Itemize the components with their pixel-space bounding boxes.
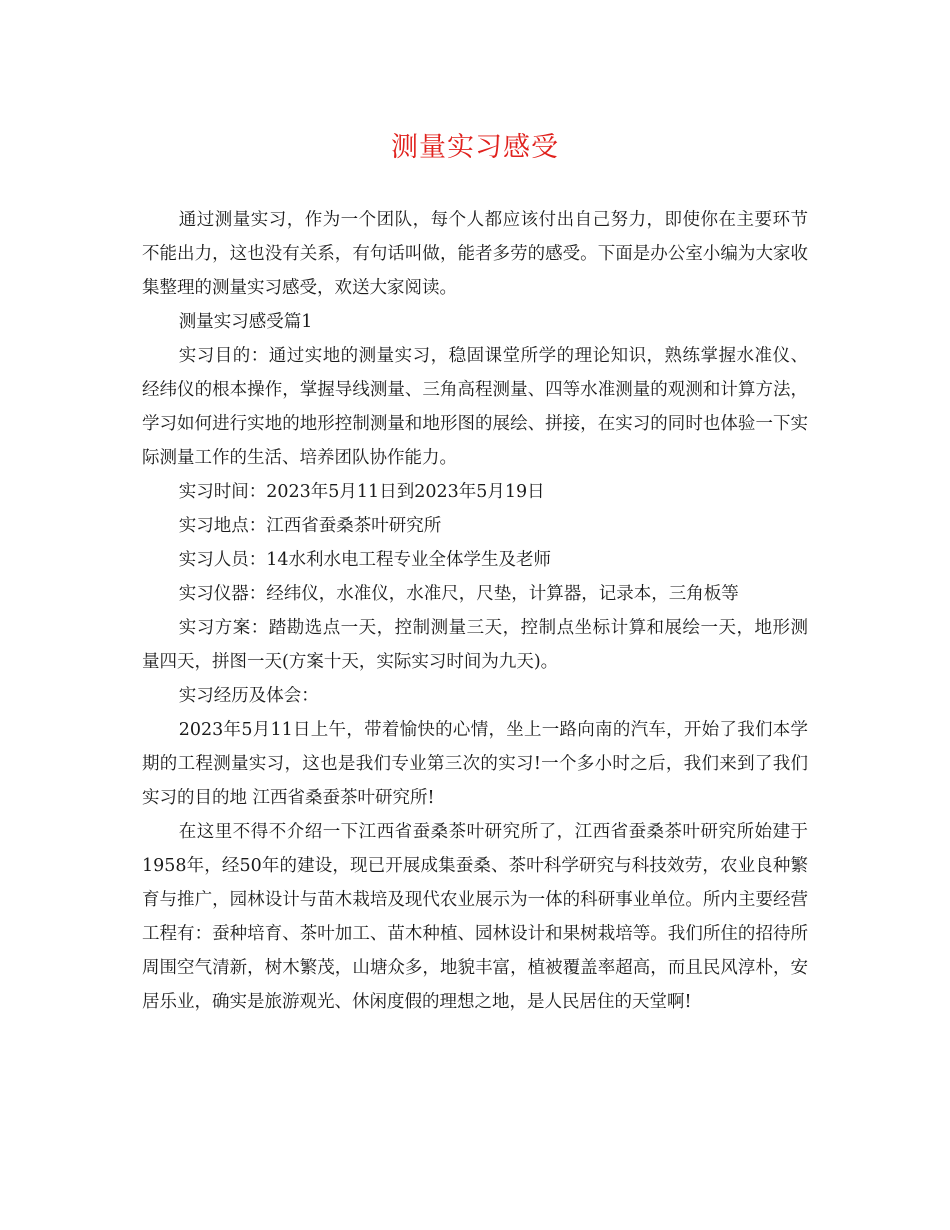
paragraph-time: 实习时间：2023年5月11日到2023年5月19日 [178, 482, 545, 502]
intro-paragraph: 通过测量实习，作为一个团队，每个人都应该付出自己努力，即使你在主要环节不能出力，这也没有关系，有句话叫做，能者多劳的感受。下面是办公室小编为大家收集整理的测量实习感受，欢送大家阅读。 [142, 210, 808, 298]
paragraph-institute: 在这里不得不介绍一下江西省蚕桑茶叶研究所了，江西省蚕桑茶叶研究所始建于1958年，经50年的建设，现已开展成集蚕桑、茶叶科学研究与科技效劳，农业良种繁育与推广，园林设计与苗木栽培及现代农业展示为一体的科研事业单位。所内主要经营工程有：蚕种培育、茶叶加工、苗木种植、园林设计和果树栽培等。我们所住的招待所周围空气清新，树木繁茂，山塘众多，地貌丰富，植被覆盖率超高，而且民风淳朴，安居乐业，确实是旅游观光、休闲度假的理想之地，是人民居住的天堂啊! [142, 822, 808, 1012]
paragraph-arrival: 2023年5月11日上午，带着愉快的心情，坐上一路向南的汽车，开始了我们本学期的工程测量实习，这也是我们专业第三次的实习!一个多小时之后，我们来到了我们实习的目的地 江西省桑蚕茶叶研究所! [142, 720, 808, 808]
paragraph-instruments: 实习仪器：经纬仪，水准仪，水准尺，尺垫，计算器，记录本，三角板等 [178, 584, 739, 604]
document-body [142, 203, 808, 1019]
paragraph-personnel: 实习人员：14水利水电工程专业全体学生及老师 [178, 550, 552, 570]
paragraph-location: 实习地点：江西省蚕桑茶叶研究所 [178, 516, 442, 536]
document-title: 测量实习感受 [391, 132, 559, 163]
paragraph-plan: 实习方案：踏勘选点一天，控制测量三天，控制点坐标计算和展绘一天，地形测量四天，拼图一天(方案十天，实际实习时间为九天)。 [142, 618, 808, 672]
section-heading: 测量实习感受篇1 [178, 312, 313, 332]
paragraph-purpose: 实习目的：通过实地的测量实习，稳固课堂所学的理论知识，熟练掌握水准仪、经纬仪的根本操作，掌握导线测量、三角高程测量、四等水准测量的观测和计算方法，学习如何进行实地的地形控制测量和地形图的展绘、拼接，在实习的同时也体验一下实际测量工作的生活、培养团队协作能力。 [142, 346, 808, 468]
paragraph-experience-heading: 实习经历及体会： [178, 686, 319, 706]
